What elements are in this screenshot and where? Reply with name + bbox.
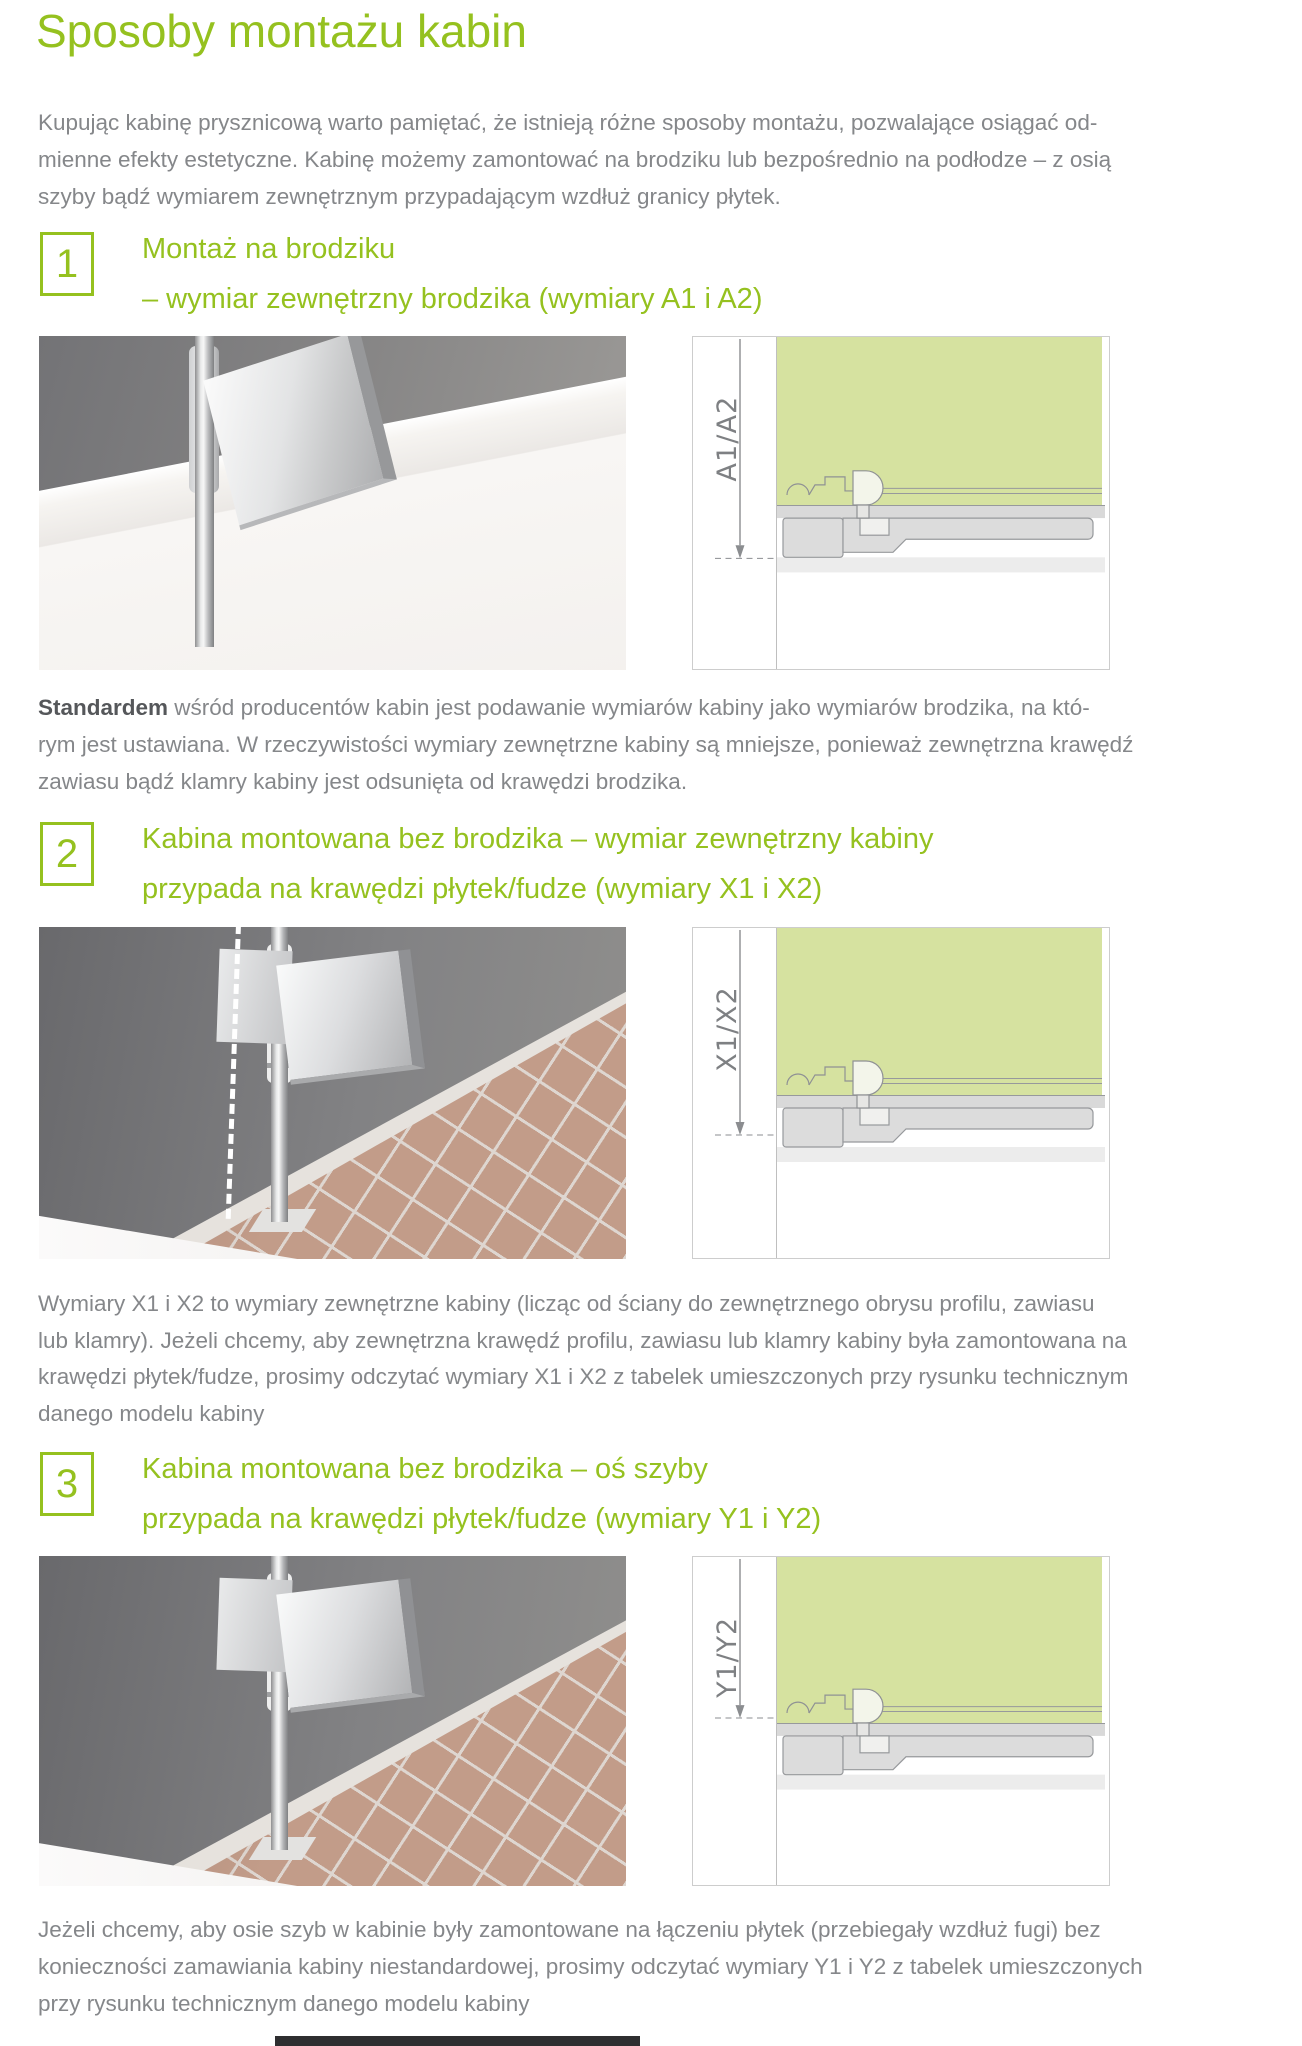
- photo-hinge-on-tiles-dashed-axis: [39, 927, 626, 1259]
- shadow-band: [777, 557, 1105, 572]
- section-heading-2: [142, 814, 933, 914]
- paragraph-line: przy rysunku technicznym danego modelu kabiny: [38, 1991, 530, 2016]
- section-heading-1: [142, 224, 762, 324]
- section-number-2-value: 2: [55, 832, 79, 876]
- section-heading-line: Kabina montowana bez brodzika – wymiar zewnętrzny kabiny: [142, 823, 934, 855]
- shadow-band: [777, 1775, 1105, 1790]
- standard-paragraph: [38, 689, 1133, 800]
- glass-area: [777, 337, 1102, 505]
- paragraph-line: Wymiary X1 i X2 to wymiary zewnętrzne kabiny (licząc od ściany do zewnętrznego obrysu profilu, zawiasu: [38, 1291, 1095, 1316]
- section-number-1: [40, 232, 94, 296]
- bold-lead-word: Standardem: [38, 695, 169, 720]
- svg-text:X1/X2: X1/X2: [712, 986, 743, 1072]
- hinge-clamp-plate: [276, 1578, 424, 1712]
- diagram-y1-y2-drawing: [692, 1556, 1110, 1886]
- paragraph-line: danego modelu kabiny: [38, 1400, 265, 1426]
- floor-band: [777, 1723, 1105, 1736]
- floor-band: [777, 1095, 1105, 1108]
- diagram-x1-x2: [692, 927, 1110, 1259]
- dimension-label-y1-y2: [712, 1617, 743, 1699]
- svg-text:Y1/Y2: Y1/Y2: [711, 1616, 744, 1698]
- section-number-2: [40, 822, 94, 886]
- paragraph-text: wśród producentów kabin jest podawanie wymiarów kabiny jako wymiarów brodzika, na któ-: [168, 695, 1090, 720]
- paragraph-line: rym jest ustawiana. W rzeczywistości wymiary zewnętrzne kabiny są mniejsze, ponieważ zewnętrzna krawędź: [38, 732, 1134, 757]
- shadow-band: [777, 1147, 1105, 1162]
- diagram-a1-a2: [692, 336, 1110, 670]
- section-heading-line: – wymiar zewnętrzny brodzika (wymiary A1 i A2): [142, 283, 763, 315]
- photo-hinge-on-shower-tray: [39, 336, 626, 670]
- paragraph-line: konieczności zamawiania kabiny niestandardowej, prosimy odczytać wymiary Y1 i Y2 z tabelek umieszczonych: [38, 1954, 1143, 1979]
- section-heading-3: [142, 1444, 821, 1544]
- diagram-x1-x2-drawing: [692, 927, 1110, 1259]
- intro-line: Kupując kabinę prysznicową warto pamiętać, że istnieją różne sposoby montażu, pozwalające osiągać od-: [38, 110, 1098, 135]
- hinge-clamp-plate: [276, 949, 425, 1084]
- paragraph-line: lub klamry). Jeżeli chcemy, aby zewnętrzna krawędź profilu, zawiasu lub klamry kabiny była zamontowana na: [38, 1327, 1127, 1353]
- section-heading-line: Montaż na brodziku: [142, 233, 396, 265]
- paragraph-line: Jeżeli chcemy, aby osie szyb w kabinie były zamontowane na łączeniu płytek (przebiegały wzdłuż fugi) bez: [38, 1917, 1101, 1942]
- diagram-a1-a2-drawing: [692, 336, 1110, 670]
- paragraph-line: krawędzi płytek/fudze, prosimy odczytać wymiary X1 i X2 z tabelek umieszczonych przy rysunku technicznym: [38, 1364, 1129, 1389]
- section-heading-line: przypada na krawędzi płytek/fudze (wymiary Y1 i Y2): [142, 1503, 822, 1535]
- section-heading-line: Kabina montowana bez brodzika – oś szyby: [142, 1453, 708, 1485]
- y-dims-paragraph: [38, 1911, 1143, 2022]
- floor-band: [777, 505, 1105, 518]
- intro-line: mienne efekty estetyczne. Kabinę możemy zamontować na brodziku lub bezpośrednio na podłodze – z osią: [38, 147, 1112, 172]
- dimension-label-x1-x2: [712, 986, 743, 1071]
- glass-area: [777, 928, 1102, 1095]
- x-dims-paragraph: [38, 1286, 1128, 1432]
- svg-text:A1/A2: A1/A2: [712, 395, 743, 482]
- page-title: Sposoby montażu kabin: [36, 5, 527, 57]
- intro-line: szyby bądź wymiarem zewnętrznym przypadającym wzdłuż granicy płytek.: [38, 184, 781, 209]
- cropped-footer-bar: [275, 2036, 640, 2046]
- section-number-3: [40, 1452, 94, 1516]
- intro-paragraph: [38, 104, 1111, 215]
- glass-area: [777, 1557, 1102, 1723]
- diagram-y1-y2: [692, 1556, 1110, 1886]
- paragraph-line: zawiasu bądź klamry kabiny jest odsunięta od krawędzi brodzika.: [38, 769, 688, 794]
- photo-hinge-on-tiles: [39, 1556, 626, 1886]
- paragraph-line: [38, 689, 1133, 726]
- section-number-3-value: 3: [55, 1462, 79, 1506]
- dimension-label-a1-a2: [712, 396, 743, 482]
- section-heading-line: przypada na krawędzi płytek/fudze (wymiary X1 i X2): [142, 873, 823, 905]
- section-number-1-value: 1: [55, 242, 79, 286]
